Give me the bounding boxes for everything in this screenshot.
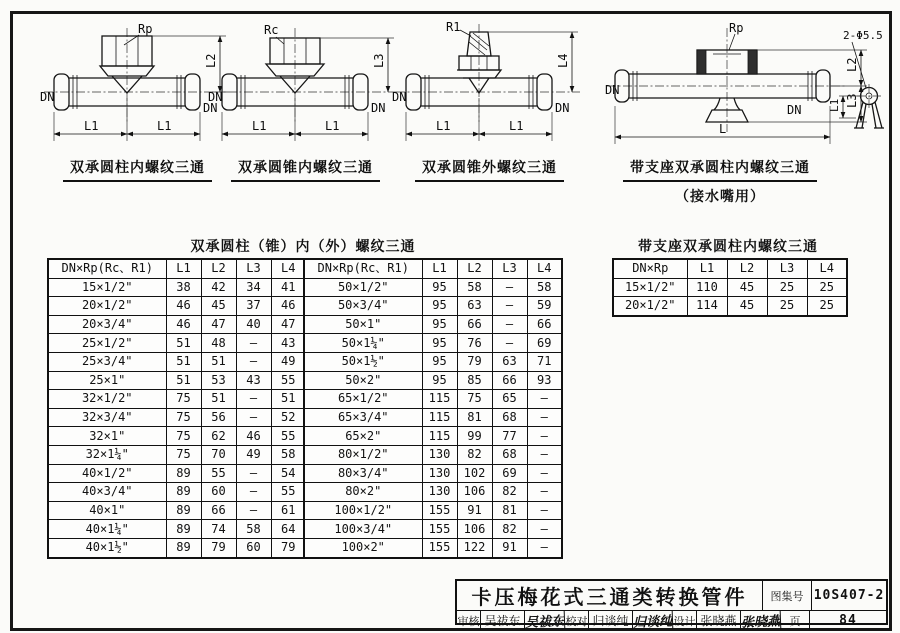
table-cell: 155 xyxy=(422,520,457,539)
table-row xyxy=(48,483,306,502)
table-cell: 62 xyxy=(201,427,236,446)
table-row xyxy=(304,278,562,297)
dn-right-label: DN xyxy=(787,103,802,117)
dn-right-label: DN xyxy=(371,101,386,115)
sheet-title: 卡压梅花式三通类转换管件 xyxy=(457,581,763,610)
table-cell: 71 xyxy=(527,352,562,371)
table-cell: 58 xyxy=(527,278,562,297)
page-number: 84 xyxy=(839,613,857,628)
designer-label: 设计 xyxy=(673,611,697,630)
table-cell: 51 xyxy=(166,334,201,353)
table-cell: 25 xyxy=(807,278,847,297)
table-cell: 155 xyxy=(422,538,457,557)
table-cell: 82 xyxy=(492,483,527,502)
table-cell: 85 xyxy=(457,371,492,390)
dn-left-label: DN xyxy=(40,90,55,104)
table-row xyxy=(613,297,847,316)
table-cell: 25 xyxy=(767,297,807,316)
reviewer-signature: 吴祓东 xyxy=(525,610,566,630)
table-header-row xyxy=(613,259,847,278)
table-cell: 100×1/2" xyxy=(304,501,422,520)
table-cell: 52 xyxy=(271,408,306,427)
table-cell: 37 xyxy=(236,297,271,316)
table-cell: 43 xyxy=(271,334,306,353)
table-row xyxy=(48,464,306,483)
table-cell: 122 xyxy=(457,538,492,557)
thread-label: R1 xyxy=(446,22,461,34)
atlas-number: 10S407-2 xyxy=(813,588,885,603)
table-cell: 100×3/4" xyxy=(304,520,422,539)
table-cell: 32×1/2" xyxy=(48,390,166,409)
table-cell: 69 xyxy=(527,334,562,353)
figure-male-taper-tee xyxy=(392,22,587,182)
table-cell: 15×1/2" xyxy=(48,278,166,297)
dn-left-label: DN xyxy=(605,83,620,97)
table-row xyxy=(304,520,562,539)
table-cell: 66 xyxy=(457,315,492,334)
table-row xyxy=(304,390,562,409)
table-cell: 80×3/4" xyxy=(304,464,422,483)
table-row xyxy=(48,315,306,334)
table-cell: 95 xyxy=(422,278,457,297)
table-cell: 58 xyxy=(457,278,492,297)
table-cell: — xyxy=(236,408,271,427)
figure-supported-tee xyxy=(605,22,890,206)
table-cell: 89 xyxy=(166,464,201,483)
table-row xyxy=(48,520,306,539)
thread-label: Rp xyxy=(138,22,153,36)
table-cell: 50×1" xyxy=(304,315,422,334)
table-row xyxy=(48,278,306,297)
table-cell: 58 xyxy=(236,520,271,539)
thread-label: Rc xyxy=(264,23,279,37)
column-header: L2 xyxy=(201,259,236,278)
table-cell: — xyxy=(527,483,562,502)
table-cell: 66 xyxy=(527,315,562,334)
proofreader-label: 校对 xyxy=(565,611,589,630)
table-cell: 46 xyxy=(166,297,201,316)
table-cell: 130 xyxy=(422,464,457,483)
table-cell: — xyxy=(236,334,271,353)
table-cell: 50×1/2" xyxy=(304,278,422,297)
table-cell: 95 xyxy=(422,371,457,390)
table-cell: 46 xyxy=(166,315,201,334)
dn-left-label: DN xyxy=(208,90,223,104)
table-cell: 32×3/4" xyxy=(48,408,166,427)
table-cell: 32×1" xyxy=(48,427,166,446)
thread-label: Rp xyxy=(729,22,744,35)
main-table-right xyxy=(303,258,563,559)
table-cell: 106 xyxy=(457,520,492,539)
column-header: L3 xyxy=(236,259,271,278)
table-cell: — xyxy=(236,390,271,409)
table-cell: 89 xyxy=(166,501,201,520)
table-cell: 69 xyxy=(492,464,527,483)
table-cell: 91 xyxy=(492,538,527,557)
table-cell: 75 xyxy=(166,390,201,409)
column-header: L4 xyxy=(807,259,847,278)
table-cell: 49 xyxy=(236,445,271,464)
figure-caption: 带支座双承圆柱内螺纹三通 xyxy=(615,157,825,182)
title-block xyxy=(455,579,888,631)
table-cell: 40×1½" xyxy=(48,538,166,557)
dim-l1-right: L1 xyxy=(157,119,172,133)
support-table xyxy=(612,258,848,317)
table-cell: 38 xyxy=(166,278,201,297)
table-cell: 40 xyxy=(236,315,271,334)
table-cell: 115 xyxy=(422,408,457,427)
table-cell: 79 xyxy=(201,538,236,557)
table-cell: 77 xyxy=(492,427,527,446)
table-cell: 25 xyxy=(807,297,847,316)
table-cell: 115 xyxy=(422,390,457,409)
table-row xyxy=(304,334,562,353)
side-dim-label: L1 xyxy=(828,98,841,112)
table-cell: 100×2" xyxy=(304,538,422,557)
table-row xyxy=(304,352,562,371)
main-table-title: 双承圆柱（锥）内（外）螺纹三通 xyxy=(190,238,416,254)
column-header: L4 xyxy=(527,259,562,278)
table-row xyxy=(48,427,306,446)
table-cell: 68 xyxy=(492,408,527,427)
table-cell: — xyxy=(527,520,562,539)
table-cell: 75 xyxy=(457,390,492,409)
table-cell: 95 xyxy=(422,352,457,371)
table-cell: 110 xyxy=(687,278,727,297)
table-cell: 41 xyxy=(271,278,306,297)
table-cell: — xyxy=(527,445,562,464)
table-cell: 50×2" xyxy=(304,371,422,390)
table-cell: 49 xyxy=(271,352,306,371)
table-cell: 51 xyxy=(201,390,236,409)
column-header: L3 xyxy=(767,259,807,278)
table-row xyxy=(304,538,562,557)
table-cell: — xyxy=(236,352,271,371)
table-header-row xyxy=(304,259,562,278)
table-cell: 74 xyxy=(201,520,236,539)
table-cell: 45 xyxy=(201,297,236,316)
dim-l3-label: L3 xyxy=(845,93,859,108)
table-cell: — xyxy=(492,334,527,353)
table-cell: 81 xyxy=(457,408,492,427)
table-row xyxy=(304,371,562,390)
table-cell: — xyxy=(236,501,271,520)
table-row xyxy=(304,483,562,502)
figure-caption: 双承圆锥内螺纹三通 xyxy=(208,157,403,182)
table-cell: 15×1/2" xyxy=(613,278,687,297)
table-cell: 63 xyxy=(457,297,492,316)
table-cell: — xyxy=(492,315,527,334)
column-header: L2 xyxy=(727,259,767,278)
figure-caption: 双承圆锥外螺纹三通 xyxy=(392,157,587,182)
figure-female-taper-tee xyxy=(208,22,403,182)
table-cell: 56 xyxy=(201,408,236,427)
table-cell: 93 xyxy=(527,371,562,390)
proofreader-signature: 归谈纯 xyxy=(633,610,674,630)
table-row xyxy=(304,315,562,334)
dim-l1-left: L1 xyxy=(84,119,99,133)
table-cell: 89 xyxy=(166,538,201,557)
table-cell: 20×1/2" xyxy=(613,297,687,316)
table-cell: 46 xyxy=(236,427,271,446)
table-cell: — xyxy=(527,501,562,520)
table-row xyxy=(304,445,562,464)
table-cell: 75 xyxy=(166,445,201,464)
table-cell: 55 xyxy=(271,427,306,446)
table-cell: 66 xyxy=(492,371,527,390)
table-cell: 51 xyxy=(166,352,201,371)
dim-l1-right: L1 xyxy=(325,119,340,133)
table-row xyxy=(48,501,306,520)
column-header: DN×Rp(Rc、R1) xyxy=(48,259,166,278)
table-cell: 55 xyxy=(271,483,306,502)
table-header-row xyxy=(48,259,306,278)
dn-right-label: DN xyxy=(555,101,570,115)
table-cell: 54 xyxy=(271,464,306,483)
table-cell: 32×1¼" xyxy=(48,445,166,464)
table-cell: — xyxy=(236,464,271,483)
column-header: L1 xyxy=(687,259,727,278)
figure-female-cylindrical-tee xyxy=(40,22,235,182)
figure-subcaption: （接水嘴用） xyxy=(675,188,765,204)
table-cell: 47 xyxy=(271,315,306,334)
table-cell: 66 xyxy=(201,501,236,520)
table-cell: 43 xyxy=(236,371,271,390)
table-cell: 25 xyxy=(767,278,807,297)
table-cell: 82 xyxy=(492,520,527,539)
table-cell: — xyxy=(527,538,562,557)
dn-left-label: DN xyxy=(392,90,407,104)
table-cell: 89 xyxy=(166,483,201,502)
reviewer-name: 吴祓东 xyxy=(481,611,525,630)
designer-name: 张晓燕 xyxy=(697,611,741,630)
column-header: L1 xyxy=(422,259,457,278)
table-row xyxy=(304,297,562,316)
table-cell: 79 xyxy=(271,538,306,557)
table-cell: 25×1/2" xyxy=(48,334,166,353)
table-cell: 20×3/4" xyxy=(48,315,166,334)
table-row xyxy=(48,334,306,353)
table-cell: 65 xyxy=(492,390,527,409)
table-row xyxy=(48,538,306,557)
column-header: DN×Rp(Rc、R1) xyxy=(304,259,422,278)
table-cell: 20×1/2" xyxy=(48,297,166,316)
table-cell: 42 xyxy=(201,278,236,297)
table-cell: 99 xyxy=(457,427,492,446)
table-row xyxy=(48,371,306,390)
column-header: L2 xyxy=(457,259,492,278)
table-row xyxy=(48,445,306,464)
table-cell: 55 xyxy=(201,464,236,483)
table-cell: 95 xyxy=(422,334,457,353)
reviewer-label: 审核 xyxy=(457,611,481,630)
table-cell: — xyxy=(527,427,562,446)
dim-l-label: L xyxy=(719,122,727,136)
table-row xyxy=(304,408,562,427)
table-cell: 91 xyxy=(457,501,492,520)
table-cell: 65×1/2" xyxy=(304,390,422,409)
dn-right-label: DN xyxy=(203,101,218,115)
table-cell: 50×1½" xyxy=(304,352,422,371)
table-cell: — xyxy=(492,278,527,297)
column-header: L1 xyxy=(166,259,201,278)
table-cell: 61 xyxy=(271,501,306,520)
table-cell: 63 xyxy=(492,352,527,371)
table-row xyxy=(48,408,306,427)
table-cell: 60 xyxy=(201,483,236,502)
proofreader-name: 归谈纯 xyxy=(589,611,633,630)
dim-l2-label: L2 xyxy=(845,57,859,72)
table-cell: 95 xyxy=(422,297,457,316)
table-cell: 47 xyxy=(201,315,236,334)
table-cell: 34 xyxy=(236,278,271,297)
table-cell: — xyxy=(527,390,562,409)
table-cell: 80×1/2" xyxy=(304,445,422,464)
table-cell: 102 xyxy=(457,464,492,483)
designer-signature: 张晓燕 xyxy=(741,610,782,630)
table-cell: — xyxy=(527,408,562,427)
hole-callout-label: 2-Φ5.5 xyxy=(843,29,883,42)
table-cell: 89 xyxy=(166,520,201,539)
dim-l1-left: L1 xyxy=(252,119,267,133)
table-cell: 65×2" xyxy=(304,427,422,446)
table-cell: 40×1¼" xyxy=(48,520,166,539)
table-cell: 60 xyxy=(236,538,271,557)
table-cell: 50×3/4" xyxy=(304,297,422,316)
table-row xyxy=(48,352,306,371)
table-cell: 65×3/4" xyxy=(304,408,422,427)
table-cell: 46 xyxy=(271,297,306,316)
table-cell: 75 xyxy=(166,408,201,427)
table-cell: — xyxy=(492,297,527,316)
table-cell: 115 xyxy=(422,427,457,446)
table-cell: 70 xyxy=(201,445,236,464)
table-row xyxy=(48,297,306,316)
column-header: L3 xyxy=(492,259,527,278)
column-header: L4 xyxy=(271,259,306,278)
table-cell: 25×3/4" xyxy=(48,352,166,371)
figure-caption: 双承圆柱内螺纹三通 xyxy=(40,157,235,182)
table-cell: 155 xyxy=(422,501,457,520)
table-cell: — xyxy=(527,464,562,483)
table-cell: 76 xyxy=(457,334,492,353)
table-cell: 25×1" xyxy=(48,371,166,390)
table-cell: 58 xyxy=(271,445,306,464)
table-cell: 40×1" xyxy=(48,501,166,520)
table-row xyxy=(48,390,306,409)
table-cell: 114 xyxy=(687,297,727,316)
table-cell: 40×3/4" xyxy=(48,483,166,502)
dim-l4-label: L4 xyxy=(556,53,570,68)
dim-l1-right: L1 xyxy=(509,119,524,133)
table-cell: 95 xyxy=(422,315,457,334)
table-cell: 51 xyxy=(201,352,236,371)
table-cell: 50×1¼" xyxy=(304,334,422,353)
column-header: DN×Rp xyxy=(613,259,687,278)
table-cell: 68 xyxy=(492,445,527,464)
table-cell: 55 xyxy=(271,371,306,390)
table-cell: — xyxy=(236,483,271,502)
table-cell: 79 xyxy=(457,352,492,371)
dim-l1-left: L1 xyxy=(436,119,451,133)
table-cell: 59 xyxy=(527,297,562,316)
table-cell: 130 xyxy=(422,445,457,464)
table-row xyxy=(304,501,562,520)
table-cell: 40×1/2" xyxy=(48,464,166,483)
dim-l2-label: L2 xyxy=(204,53,218,68)
table-cell: 80×2" xyxy=(304,483,422,502)
table-cell: 64 xyxy=(271,520,306,539)
table-cell: 48 xyxy=(201,334,236,353)
table-cell: 45 xyxy=(727,297,767,316)
atlas-number-label: 图集号 xyxy=(763,581,812,610)
table-cell: 45 xyxy=(727,278,767,297)
table-cell: 82 xyxy=(457,445,492,464)
table-cell: 130 xyxy=(422,483,457,502)
dim-l3-label: L3 xyxy=(372,53,386,68)
table-cell: 75 xyxy=(166,427,201,446)
table-row xyxy=(304,427,562,446)
table-row xyxy=(613,278,847,297)
table-cell: 51 xyxy=(166,371,201,390)
main-table-left xyxy=(47,258,307,559)
table-cell: 51 xyxy=(271,390,306,409)
support-table-title: 带支座双承圆柱内螺纹三通 xyxy=(638,238,818,254)
table-cell: 81 xyxy=(492,501,527,520)
page-label: 页 xyxy=(781,611,810,630)
table-cell: 53 xyxy=(201,371,236,390)
table-cell: 106 xyxy=(457,483,492,502)
table-row xyxy=(304,464,562,483)
